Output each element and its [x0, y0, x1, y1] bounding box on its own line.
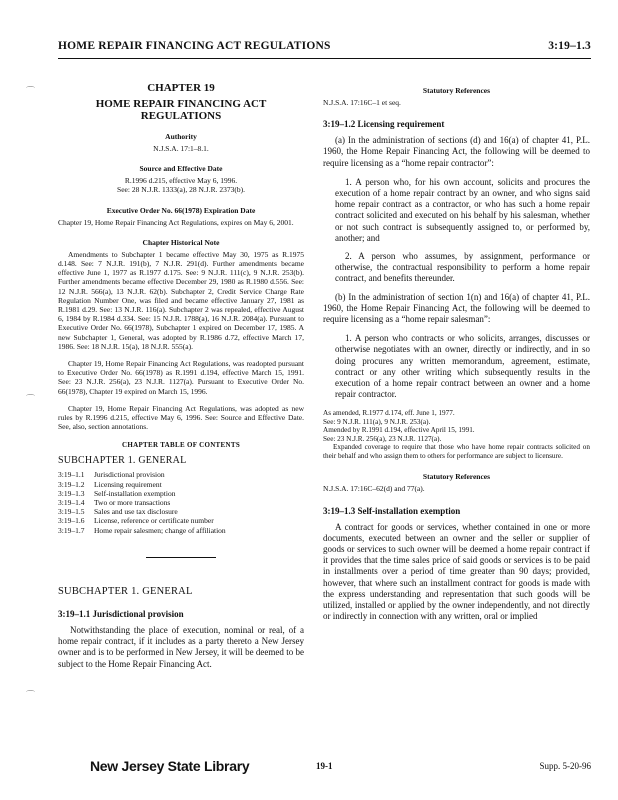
header-rule — [58, 58, 591, 59]
section-text-1-1: Notwithstanding the place of execution, nominal or real, of a home repair contract, if it includes as a party thereto a New Jersey owner and is to be performed in New Jersey, it will be deemed to be subject to the Home Repair Financing Act. — [58, 624, 304, 669]
source-heading: Source and Effective Date — [139, 164, 223, 174]
toc-list — [58, 470, 304, 534]
historical-note-paragraph: Chapter 19, Home Repair Financing Act Regulations, was readopted pursuant to Executive Order No. 66(1978) as R.1991 d.194, effective March 15, 1991. See: 23 N.J.R. 256(a), 23 N.J.R. 1127(a). Pursuant to Executive Order No. 66(1978), Chapter 19 expired on March 15, 1996. — [58, 359, 304, 396]
historical-note-paragraph: Chapter 19, Home Repair Financing Act Regulations, was adopted as new rules by R.1996 d.215, effective May 6, 1996. See: Source and Effective Date. See, also, section annotations. — [58, 403, 304, 432]
toc-item[interactable]: 3:19–1.1 Jurisdictional provision — [58, 470, 165, 480]
historical-note-heading: Chapter Historical Note — [142, 237, 220, 247]
exec-order-heading: Executive Order No. 66(1978) Expiration Date — [106, 205, 256, 215]
section-divider — [146, 557, 216, 558]
chapter-number: CHAPTER 19 — [147, 82, 215, 94]
section-paragraph: (a) In the administration of sections (d) and 16(a) of chapter 41, P.L. 1960, the Home Repair Financing Act, the following will be deemed to require licensing as a “home repair contractor”: — [323, 135, 590, 168]
margin-mark-icon: ⌒ — [26, 690, 36, 700]
toc-item[interactable]: 3:19–1.3 Self-installation exemption — [58, 488, 176, 498]
section-heading-1-1: 3:19–1.1 Jurisdictional provision — [58, 608, 184, 619]
amendment-notes — [323, 409, 590, 460]
toc-item[interactable]: 3:19–1.7 Home repair salesmen; change of affiliation — [58, 525, 226, 535]
amendment-note: Expanded coverage to require that those who have home repair contracts solicited on their behalf and who assign them to others for performance are subject to licensure. — [323, 443, 590, 460]
source-block — [58, 164, 304, 194]
running-header — [58, 40, 591, 56]
historical-note-block — [58, 238, 304, 432]
margin-mark-icon: ⌒ — [26, 394, 36, 404]
statutory-references-text: N.J.S.A. 17:16C–1 et seq. — [323, 98, 401, 107]
toc-subchapter: SUBCHAPTER 1. GENERAL — [58, 455, 187, 467]
header-title: HOME REPAIR FINANCING ACT REGULATIONS — [58, 40, 331, 52]
source-text: R.1996 d.215, effective May 6, 1996. — [124, 176, 238, 186]
page-number: 19-1 — [316, 761, 333, 771]
amendment-note: See: 9 N.J.R. 111(a), 9 N.J.R. 253(a). — [323, 417, 431, 426]
historical-note-paragraph: Amendments to Subchapter 1 became effective May 30, 1975 as R.1975 d.148. See: 7 N.J.R. 191(b), 7 N.J.R. 291(d). Further amendments became effective June 1, 1977 as R.1977 d.175. See: 9 N.J.R. 111(c), 9 N.J.R. 253(b). Further amendments became effective December 29, 1980 as R.1980 d.556. See: 12 N.J.R. 566(a), 13 N.J.R. 62(b). Subchapter 2, Credit Service Charge Rate Regulation Number One, was filed and became effective January 27, 1981 as R.1981 d.29. See: 13 N.J.R. 116(a). Subchapter 2 was repealed, effective August 6, 1984 by R.1984 d.334. See: 15 N.J.R. 1788(a), 16 N.J.R. 2084(a). Pursuant to Executive Order No. 66(1978), Subchapter 1 expired on December 17, 1985. A new Subchapter 1, General, was adopted by R.1986 d.72, effective March 17, 1986. See: 18 N.J.R. 15(a), 18 N.J.R. 555(a). — [58, 249, 304, 351]
exec-order-text: Chapter 19, Home Repair Financing Act Regulations, expires on May 6, 2001. — [58, 217, 294, 227]
margin-mark-icon: ⌒ — [26, 86, 36, 96]
statutory-references-heading: Statutory References — [422, 472, 491, 482]
chapter-title: HOME REPAIR FINANCING ACT REGULATIONS — [95, 98, 267, 122]
page-footer — [58, 758, 591, 778]
amendment-note: Amended by R.1991 d.194, effective April 15, 1991. — [323, 426, 475, 435]
right-column — [323, 82, 590, 623]
statutory-references-text: N.J.S.A. 17:16C–62(d) and 77(a). — [323, 484, 425, 494]
amendment-note: See: 23 N.J.R. 256(a), 23 N.J.R. 1127(a). — [323, 434, 442, 443]
header-section-number: 3:19–1.3 — [548, 40, 591, 52]
toc-item[interactable]: 3:19–1.2 Licensing requirement — [58, 479, 162, 489]
section-heading-1-2: 3:19–1.2 Licensing requirement — [323, 119, 445, 130]
exec-order-block — [58, 206, 304, 227]
section-text-1-3: A contract for goods or services, whether contained in one or more documents, executed between an owner and the seller or supplier of goods or services to such owner will be deemed a home repair contract if it provides that the time sales price of said goods or services is to be paid in installments over a period of time greater than 90 days; provided, however, that where such an installment contract for goods is made with the express understanding and representation that such goods will be utilized, installed or applied by the owner independently, and not directly or indirectly in connection with any written, oral or implied — [323, 521, 590, 622]
source-see: See: 28 N.J.R. 1333(a), 28 N.J.R. 2373(b). — [117, 185, 245, 195]
section-list-item: 1. A person who contracts or who solicits, arranges, discusses or otherwise negotiates with an owner, directly or indirectly, and in so doing procures any written memorandum, agreement, estimate, contract or any other writing which subsequently results in the execution of a home repair contract between an owner and a home repair contractor. — [335, 333, 590, 400]
statutory-references-heading: Statutory References — [422, 86, 491, 95]
supplement-date: Supp. 5-20-96 — [539, 761, 591, 771]
toc-item[interactable]: 3:19–1.4 Two or more transactions — [58, 498, 171, 508]
authority-text: N.J.S.A. 17:1–8.1. — [153, 144, 209, 153]
toc-item[interactable]: 3:19–1.5 Sales and use tax disclosure — [58, 507, 178, 517]
toc-title: CHAPTER TABLE OF CONTENTS — [121, 441, 241, 450]
left-column — [58, 82, 304, 670]
section-list-item: 2. A person who assumes, by assignment, performance or otherwise, the contractual responsibility to perform a home repair contract, and benefits thereunder. — [335, 251, 590, 284]
authority-heading: Authority — [165, 132, 197, 141]
authority-block — [58, 132, 304, 153]
subchapter-heading: SUBCHAPTER 1. GENERAL — [58, 585, 193, 597]
amendment-note: As amended, R.1977 d.174, eff. June 1, 1977. — [323, 409, 455, 418]
section-list-item: 1. A person who, for his own account, solicits and procures the execution of a home repair contract by an owner, and who signs said home repair contract as a contractor, or who has such a home repair contract solicited and executed on his behalf by his salesman, whether or not such contract is subsequently assigned to, or performed by, another; and — [335, 176, 590, 243]
toc-item[interactable]: 3:19–1.6 License, reference or certificate number — [58, 516, 214, 526]
section-heading-1-3: 3:19–1.3 Self-installation exemption — [323, 505, 461, 516]
section-paragraph: (b) In the administration of section 1(n) and 16(a) of chapter 41, P.L. 1960, the Home Repair Financing Act, the following will be deemed to require licensing as a “home repair salesman”: — [323, 291, 590, 325]
library-stamp: New Jersey State Library — [90, 758, 250, 774]
